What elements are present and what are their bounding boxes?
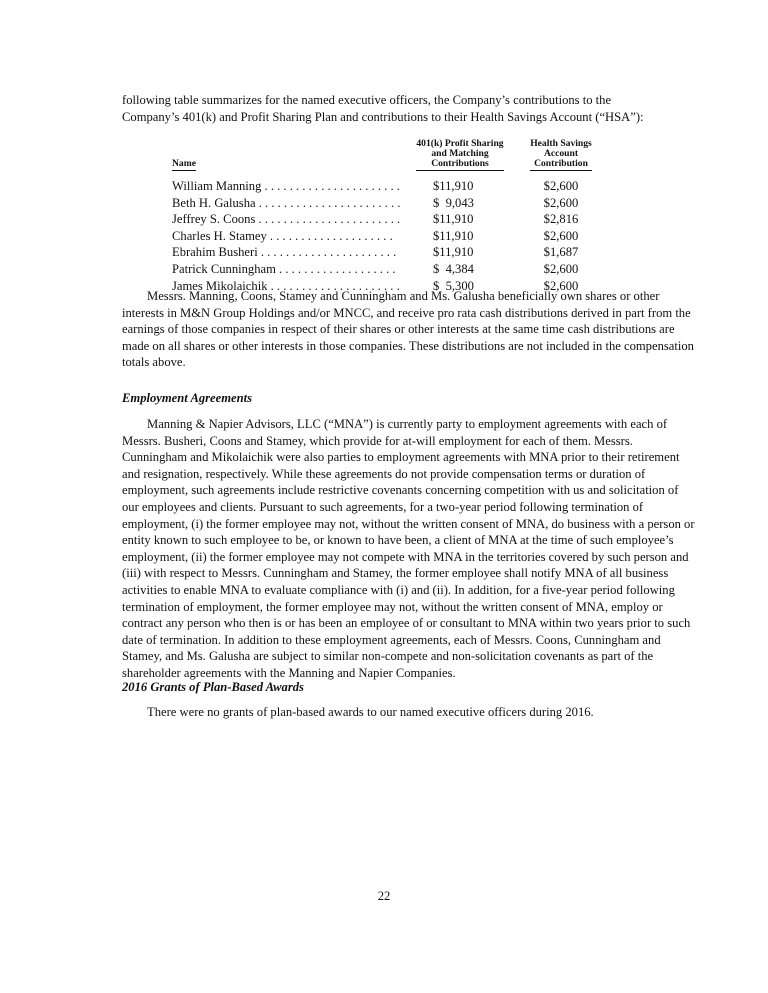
401k-contribution: $11,910 <box>433 212 474 227</box>
header-name: Name <box>172 158 196 169</box>
table-header-row <box>172 139 610 171</box>
officer-name: William Manning . . . . . . . . . . . . . . . . . . . . . . <box>172 179 400 193</box>
employment-paragraph <box>122 416 695 682</box>
table-row <box>172 261 610 278</box>
text-line: interests in M&N Group Holdings and/or MNCC, and receive pro rata cash distributions derived in part from the <box>122 305 691 320</box>
contributions-table <box>172 139 610 294</box>
text-line: Cunningham and Mikolaichik were also parties to employment agreements with MNA prior to their retirement <box>122 450 680 465</box>
page-number: 22 <box>377 889 391 903</box>
text-line: date of termination. In addition to these employment agreements, each of Messrs. Coons, Cunningham and <box>122 632 661 647</box>
text-line: shareholder agreements with the Manning and Napier Companies. <box>122 665 456 680</box>
officer-name: Jeffrey S. Coons . . . . . . . . . . . . . . . . . . . . . . . <box>172 212 401 227</box>
table-row <box>172 228 610 245</box>
text-line: Messrs. Manning, Coons, Stamey and Cunningham and Ms. Galusha beneficially own shares or other <box>147 289 660 303</box>
text-line: our employees and clients. Pursuant to such agreements, for a two-year period following termination of <box>122 499 644 514</box>
header-hsa: Health Savings Account Contribution <box>530 138 592 169</box>
distributions-paragraph <box>122 288 694 371</box>
table-row <box>172 195 610 212</box>
hsa-contribution: $2,600 <box>543 195 579 210</box>
table-row <box>172 244 610 261</box>
text-line: activities to enable MNA to evaluate compliance with (i) and (ii). In addition, for a five-year period following <box>122 582 675 597</box>
text-line: employment, (i) the former employee may not, without the written consent of MNA, do business with a person or <box>122 516 695 531</box>
text-line: Stamey, and Ms. Galusha are subject to similar non-compete and non-solicitation covenants as part of the <box>122 649 654 664</box>
table-row <box>172 178 610 195</box>
text-line: and resignation, respectively. While these agreements do not provide compensation terms or duration of <box>122 466 646 481</box>
officer-name: Ebrahim Busheri . . . . . . . . . . . . . . . . . . . . . . <box>172 245 397 260</box>
text-line: totals above. <box>122 355 186 370</box>
officer-name: James Mikolaichik . . . . . . . . . . . . . . . . . . . . . <box>172 278 400 293</box>
401k-contribution: $11,910 <box>433 179 474 193</box>
hsa-contribution: $2,600 <box>543 261 579 276</box>
hsa-contribution: $2,600 <box>543 278 579 293</box>
hsa-contribution: $2,600 <box>543 179 579 193</box>
401k-contribution: $11,910 <box>433 245 474 260</box>
header-401k: 401(k) Profit Sharing and Matching Contributions <box>416 138 504 169</box>
officer-name: Patrick Cunningham . . . . . . . . . . . . . . . . . . . <box>172 261 396 276</box>
intro-paragraph <box>122 92 652 125</box>
text-line: employment, (ii) the former employee may not compete with MNA in the territories covered by such person and <box>122 549 689 564</box>
text-line: termination of employment, the former employee may not, without the written consent of MNA, employ or <box>122 599 663 614</box>
text-line: contract any person who then is or has been an employee of or consultant to MNA within two years prior to such <box>122 616 691 631</box>
text-line: made on all shares or other interests in those companies. These distributions are not included in the compensation <box>122 338 694 353</box>
401k-contribution: $ 5,300 <box>433 278 474 293</box>
text-line: There were no grants of plan-based awards to our named executive officers during 2016. <box>147 705 594 719</box>
officer-name: Charles H. Stamey . . . . . . . . . . . . . . . . . . . . <box>172 228 393 243</box>
text-line: Manning & Napier Advisors, LLC (“MNA”) is currently party to employment agreements with each of <box>147 417 668 431</box>
401k-contribution: $11,910 <box>433 228 474 243</box>
text-line: entity known to such employee to be, or known to have been, a client of MNA at the time of such employee’s <box>122 533 674 548</box>
text-line: Messrs. Busheri, Coons and Stamey, which provide for at-will employment for each of them. Messrs. <box>122 433 633 448</box>
heading-employment-agreements: Employment Agreements <box>122 391 253 405</box>
hsa-contribution: $2,600 <box>543 228 579 243</box>
401k-contribution: $ 4,384 <box>433 261 474 276</box>
heading-plan-based-awards: 2016 Grants of Plan-Based Awards <box>122 680 304 694</box>
text-line: employment, such agreements include restrictive covenants concerning competition with us and solicitation of <box>122 483 679 498</box>
text-line: Company’s 401(k) and Profit Sharing Plan and contributions to their Health Savings Account (“HSA”): <box>122 109 644 124</box>
grants-paragraph <box>122 704 652 721</box>
text-line: earnings of those companies in respect of their shares or other interests at the same time cash distributions are <box>122 322 675 337</box>
hsa-contribution: $2,816 <box>543 212 579 227</box>
officer-name: Beth H. Galusha . . . . . . . . . . . . . . . . . . . . . . . <box>172 195 401 210</box>
401k-contribution: $ 9,043 <box>433 195 474 210</box>
text-line: (iii) with respect to Messrs. Cunningham and Stamey, the former employee shall notify MNA of all business <box>122 566 669 581</box>
table-row <box>172 211 610 228</box>
hsa-contribution: $1,687 <box>543 245 579 260</box>
text-line: following table summarizes for the named executive officers, the Company’s contributions to the <box>122 93 612 107</box>
